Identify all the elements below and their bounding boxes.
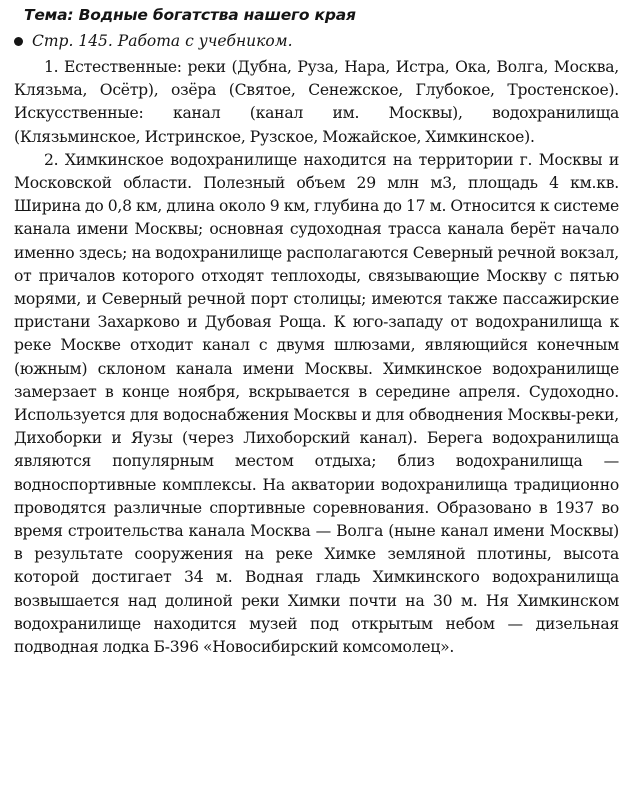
source-line	[14, 30, 619, 52]
answer-paragraph-2: 2. Химкинское водохранилище находится на территории г. Москвы и Московской области. Полезный объем 29 млн м3, площадь 4 км.кв. Ширина до 0,8 км, длина около 9 км, глубина до 17 м. Относится к системе канала имени Москвы; основная судоходная трасса канала берёт начало именно здесь; на водохранилище располагаются Северный речной вокзал, от причалов которого отходят теплоходы, связывающие Москву с пятью морями, и Северный речной порт столицы; имеются также пассажирские пристани Захарково и Дубовая Роща. К юго-западу от водохранилища к реке Москве отходит канал с двумя шлюзами, являющийся конечным (южным) склоном канала имени Москвы. Химкинское водохранилище замерзает в конце ноября, вскрывается в середине апреля. Судоходно. Используется для водоснабжения Москвы и для обводнения Москвы-реки, Дихоборки и Яузы (через Лихоборский канал). Берега водохранилища являются популярным местом отдыха; близ водохранилища — водноспортивные комплексы. На акватории водохранилища традиционно проводятся различные спортивные соревнования. Образовано в 1937 во время строительства канала Москва — Волга (ныне канал имени Москвы) в результате сооружения на реке Химке земляной плотины, высота которой достигает 34 м. Водная гладь Химкинского водохранилища возвышается над долиной реки Химки почти на 30 м. Ня Химкинском водохранилище находится музей под открытым небом — дизельная подводная лодка Б-396 «Новосибирский комсомолец».	[14, 150, 619, 657]
bullet-icon	[14, 37, 23, 46]
source-text: Стр. 145. Работа с учебником.	[32, 32, 293, 50]
topic-heading: Тема: Водные богатства нашего края	[24, 6, 356, 24]
answer-paragraph-1: 1. Естественные: реки (Дубна, Руза, Нара, Истра, Ока, Волга, Москва, Клязьма, Осётр), озёра (Святое, Сенежское, Глубокое, Тростенское). Искусственные: канал (канал им. Москвы), водохранилища (Клязьминское, Истринское, Рузское, Можайское, Химкинское).	[14, 58, 619, 146]
